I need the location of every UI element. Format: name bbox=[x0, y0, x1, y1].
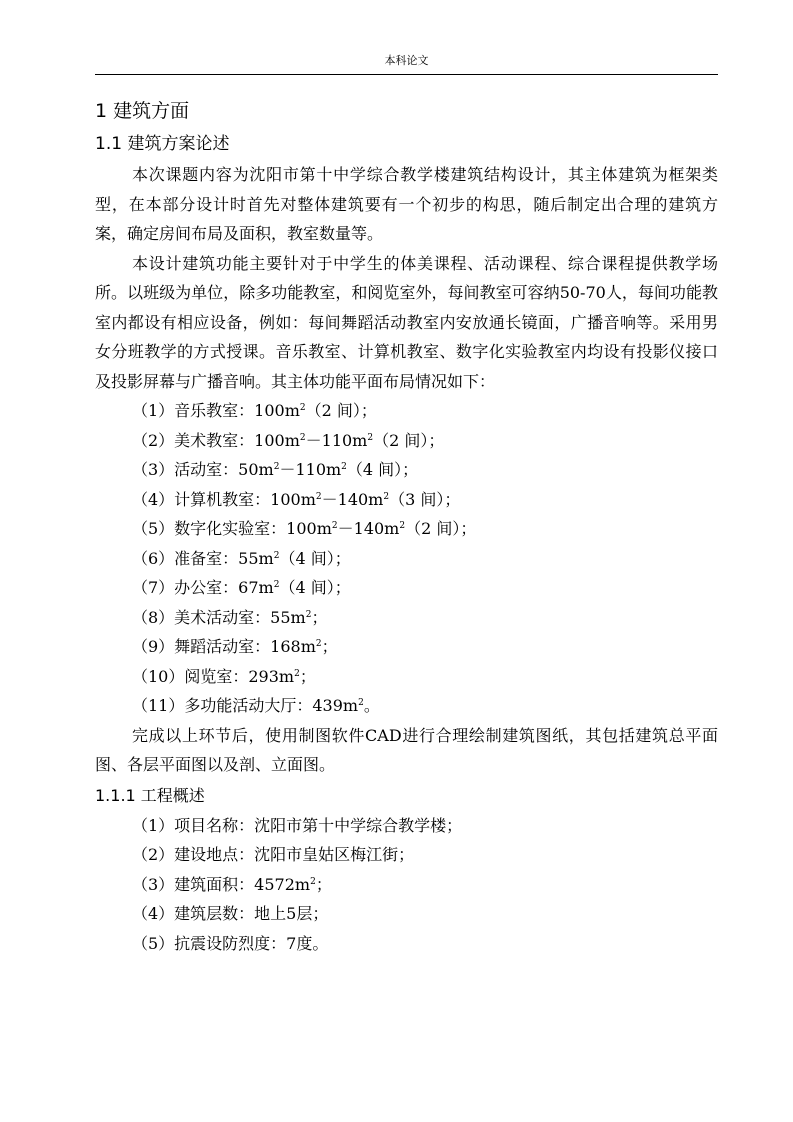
room-item-count: （4 间）； bbox=[346, 460, 419, 479]
room-item bbox=[95, 455, 718, 485]
overview-item bbox=[95, 870, 718, 900]
room-item-text: （3）活动室：50m bbox=[132, 460, 274, 479]
room-item-range: －110m bbox=[279, 460, 342, 479]
room-item-count: 。 bbox=[363, 696, 380, 715]
area-unit-superscript: 2 bbox=[305, 609, 312, 620]
header-divider bbox=[95, 74, 718, 75]
overview-list bbox=[95, 811, 718, 959]
room-item bbox=[95, 485, 718, 515]
room-item-text: （9）舞蹈活动室：168m bbox=[132, 637, 316, 656]
area-unit-superscript: 2 bbox=[341, 462, 347, 472]
room-item bbox=[95, 573, 718, 603]
overview-item bbox=[95, 899, 718, 929]
room-item-count: （2 间）； bbox=[405, 519, 477, 538]
room-item-count: （2 间）； bbox=[373, 430, 445, 450]
area-unit-superscript: 2 bbox=[315, 639, 322, 649]
room-item bbox=[95, 691, 718, 721]
room-item-count: ； bbox=[321, 637, 338, 656]
room-item-text: （10）阅览室：293m bbox=[132, 666, 295, 686]
room-item-count: ； bbox=[299, 666, 316, 686]
room-item-text: （8）美术活动室：55m bbox=[132, 607, 306, 627]
function-paragraph: 本设计建筑功能主要针对于中学生的体美课程、活动课程、综合课程提供教学场所。以班级为单位，除多功能教室，和阅览室外，每间教室可容纳50-70人，每间功能教室内都设有相应设备，例如：每间舞蹈活动教室内安放通长镜面，广播音响等。采用男女分班教学的方式授课。音乐教室、计算机教室、数字化实验教室内均设有投影仪接口及投影屏幕与广播音响。其主体功能平面布局情况如下： bbox=[95, 253, 718, 391]
overview-item bbox=[95, 840, 718, 870]
room-item-text: （5）数字化实验室：100m bbox=[132, 519, 332, 538]
section-heading: 1 建筑方面 bbox=[95, 100, 190, 122]
room-item bbox=[95, 544, 718, 574]
page-header: 本科论文 bbox=[384, 54, 429, 67]
room-item-text: （4）计算机教室：100m bbox=[132, 489, 316, 509]
room-item bbox=[95, 514, 718, 544]
area-unit-superscript: 2 bbox=[358, 698, 364, 708]
document-body bbox=[95, 93, 718, 958]
area-unit-superscript: 2 bbox=[299, 403, 306, 413]
room-item bbox=[95, 662, 718, 692]
area-unit-superscript: 2 bbox=[294, 668, 300, 679]
room-item-text: （11）多功能活动大厅：439m bbox=[132, 696, 359, 715]
area-unit-superscript: 2 bbox=[273, 550, 280, 561]
room-list bbox=[95, 396, 718, 721]
area-unit-superscript: 2 bbox=[273, 462, 280, 472]
area-unit-superscript: 2 bbox=[310, 876, 316, 887]
room-item-count: （3 间）； bbox=[389, 489, 461, 509]
overview-item-text: （4）建筑层数：地上5层； bbox=[132, 904, 329, 923]
overview-item-text: （1）项目名称：沈阳市第十中学综合教学楼； bbox=[132, 815, 463, 835]
room-item bbox=[95, 426, 718, 456]
overview-item bbox=[95, 929, 718, 959]
room-item-count: （4 间）； bbox=[279, 548, 351, 568]
area-unit-superscript: 2 bbox=[315, 491, 322, 502]
room-item-text: （1）音乐教室：100m bbox=[132, 401, 300, 420]
overview-item-text: （5）抗震设防烈度：7度。 bbox=[132, 933, 329, 953]
room-item bbox=[95, 396, 718, 426]
room-item-range: －140m bbox=[337, 519, 400, 538]
subsection-heading: 1.1 建筑方案论述 bbox=[95, 134, 230, 154]
room-item bbox=[95, 632, 718, 662]
overview-item-text: （2）建设地点：沈阳市皇姑区梅江街； bbox=[132, 845, 415, 864]
area-unit-superscript: 2 bbox=[383, 491, 390, 502]
room-item-count: ； bbox=[311, 607, 328, 627]
room-item-count: （2 间）； bbox=[305, 401, 377, 420]
overview-item bbox=[95, 811, 718, 841]
area-unit-superscript: 2 bbox=[399, 521, 406, 531]
area-unit-superscript: 2 bbox=[299, 432, 306, 443]
overview-item-suffix: ； bbox=[315, 874, 332, 894]
overview-item-text: （3）建筑面积：4572m bbox=[132, 874, 311, 894]
room-item-range: －110m bbox=[305, 430, 368, 450]
closing-paragraph: 完成以上环节后，使用制图软件CAD进行合理绘制建筑图纸，其包括建筑总平面图、各层平面图以及剖、立面图。 bbox=[95, 725, 718, 774]
room-item-count: （4 间）； bbox=[279, 578, 351, 597]
area-unit-superscript: 2 bbox=[331, 521, 338, 531]
room-item-range: －140m bbox=[321, 489, 384, 509]
intro-paragraph: 本次课题内容为沈阳市第十中学综合教学楼建筑结构设计，其主体建筑为框架类型，在本部分设计时首先对整体建筑要有一个初步的构思，随后制定出合理的建筑方案，确定房间布局及面积，教室数量等。 bbox=[95, 165, 718, 243]
room-item-text: （6）准备室：55m bbox=[132, 548, 274, 568]
room-item-text: （2）美术教室：100m bbox=[132, 430, 300, 450]
area-unit-superscript: 2 bbox=[273, 580, 280, 590]
subsubsection-heading: 1.1.1 工程概述 bbox=[95, 785, 205, 805]
room-item-text: （7）办公室：67m bbox=[132, 578, 274, 597]
area-unit-superscript: 2 bbox=[367, 432, 374, 443]
room-item bbox=[95, 603, 718, 633]
